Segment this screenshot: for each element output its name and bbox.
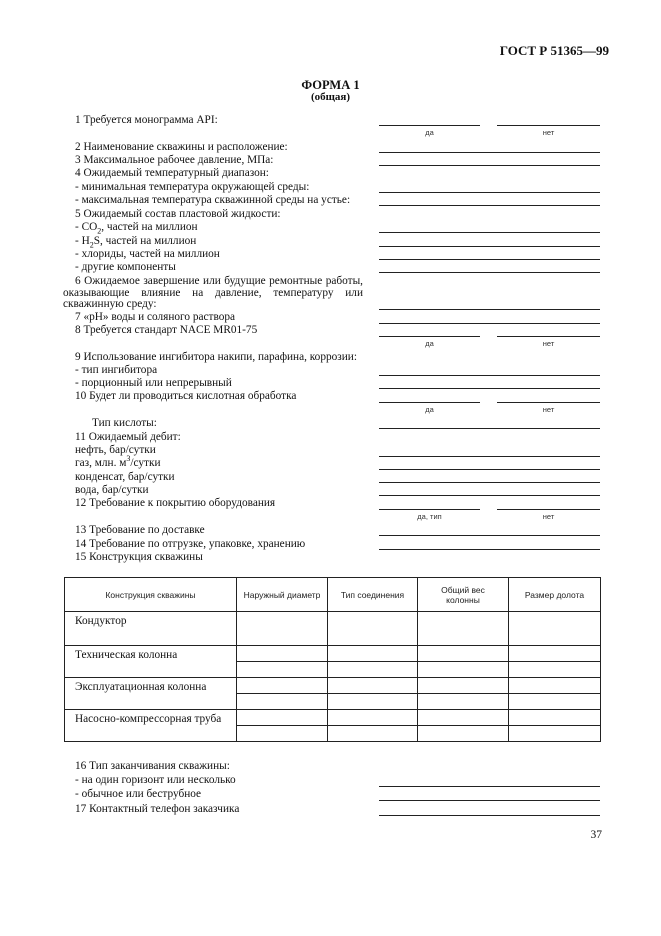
item-5a-pre: - CO	[75, 221, 98, 233]
form-title-text: ФОРМА 1	[301, 78, 360, 92]
item-2-label: 2 Наименование скважины и расположение:	[75, 141, 288, 153]
cell[interactable]	[328, 726, 418, 742]
item-8-no-line[interactable]	[497, 336, 600, 337]
item-5b-post: S, частей на миллион	[93, 235, 197, 247]
item-4a-line[interactable]	[379, 192, 600, 193]
cell[interactable]	[328, 694, 418, 710]
table-row	[65, 646, 601, 662]
item-1-no-line[interactable]	[497, 125, 600, 126]
item-1-yes-line[interactable]	[379, 125, 480, 126]
acid-type-label: Тип кислоты:	[92, 417, 157, 429]
cell[interactable]	[237, 726, 328, 742]
standard-header: ГОСТ Р 51365—99	[499, 43, 609, 58]
item-8-no-caption: нет	[542, 339, 555, 348]
item-14-label: 14 Требование по отгрузке, упаковке, хранению	[75, 538, 306, 550]
row-name-technical-casing: Техническая колонна	[65, 646, 237, 678]
cell[interactable]	[509, 694, 601, 710]
item-5d-label: - другие компоненты	[75, 261, 176, 273]
cell[interactable]	[418, 710, 509, 726]
table-header-bit-size: Размер долота	[509, 578, 601, 612]
item-6-text	[63, 275, 363, 311]
item-13-label: 13 Требование по доставке	[75, 524, 205, 536]
item-4b-label: - максимальная температура скважинной среды на устье:	[75, 194, 351, 206]
item-12-yes-line[interactable]	[379, 509, 480, 510]
item-9a-line[interactable]	[379, 375, 600, 376]
item-7-label: 7 «pH» воды и соляного раствора	[75, 311, 236, 323]
cell[interactable]	[328, 710, 418, 726]
item-8-yes-line[interactable]	[379, 336, 480, 337]
item-10-yes-caption: да	[425, 405, 434, 414]
item-8-yes-caption: да	[425, 339, 434, 348]
item-10-no-line[interactable]	[497, 402, 600, 403]
row-name-tubing: Насосно-компрессорная труба	[65, 710, 237, 742]
table-header-row	[65, 578, 601, 612]
cell[interactable]	[237, 694, 328, 710]
cell[interactable]	[509, 710, 601, 726]
item-14-line[interactable]	[379, 549, 600, 550]
table-row	[65, 710, 601, 726]
cell[interactable]	[328, 646, 418, 662]
item-12-no-caption: нет	[542, 512, 555, 521]
item-17-label: 17 Контактный телефон заказчика	[75, 803, 240, 815]
item-6-line[interactable]	[379, 309, 600, 310]
page-number: 37	[590, 829, 602, 841]
item-4b-line[interactable]	[379, 205, 600, 206]
item-10-no-caption: нет	[542, 405, 555, 414]
cell[interactable]	[237, 662, 328, 678]
item-2-line[interactable]	[379, 152, 600, 153]
cell[interactable]	[509, 646, 601, 662]
item-5a-post: , частей на миллион	[101, 221, 198, 233]
item-5b-pre: - H	[75, 235, 90, 247]
item-1-yes-caption: да	[425, 128, 434, 137]
gas-pre: газ, млн. м	[75, 457, 127, 469]
oil-line[interactable]	[379, 456, 600, 457]
water-line[interactable]	[379, 495, 600, 496]
item-5a-sub: 2	[97, 226, 102, 236]
item-15-label: 15 Конструкция скважины	[75, 551, 203, 563]
item-17-line[interactable]	[379, 815, 600, 816]
item-6-line-1: 6 Ожидаемое завершение или будущие ремонтные работы,	[75, 275, 363, 287]
item-8-label: 8 Требуется стандарт NACE MR01-75	[75, 324, 258, 336]
cell[interactable]	[509, 678, 601, 694]
item-12-yes-caption: да, тип	[417, 512, 442, 521]
cell[interactable]	[328, 612, 418, 646]
item-4-label: 4 Ожидаемый температурный диапазон:	[75, 167, 269, 179]
cell[interactable]	[418, 678, 509, 694]
cell[interactable]	[237, 710, 328, 726]
cell[interactable]	[418, 612, 509, 646]
gas-label	[75, 454, 161, 470]
water-label: вода, бар/сутки	[75, 484, 149, 496]
cell[interactable]	[418, 726, 509, 742]
cell[interactable]	[328, 662, 418, 678]
row-name-conductor: Кондуктор	[65, 612, 237, 646]
cell[interactable]	[418, 662, 509, 678]
item-9b-line[interactable]	[379, 388, 600, 389]
item-1-no-caption: нет	[542, 128, 555, 137]
cell[interactable]	[237, 646, 328, 662]
item-9-label: 9 Использование ингибитора накипи, парафина, коррозии:	[75, 351, 357, 363]
item-7-line[interactable]	[379, 323, 600, 324]
well-construction-table	[64, 577, 601, 742]
table-header-construction: Конструкция скважины	[65, 578, 237, 612]
table-header-connection-type: Тип соединения	[328, 578, 418, 612]
condensate-line[interactable]	[379, 482, 600, 483]
item-5c-line[interactable]	[379, 259, 600, 260]
cell[interactable]	[237, 612, 328, 646]
gas-post: /сутки	[130, 457, 161, 469]
item-6-line-3: скважинную среду:	[63, 298, 157, 310]
item-5-label: 5 Ожидаемый состав пластовой жидкости:	[75, 208, 281, 220]
item-5b-sub: 2	[89, 240, 94, 250]
form-subtitle: (общая)	[310, 91, 351, 103]
item-9b-label: - порционный или непрерывный	[75, 377, 232, 389]
cell[interactable]	[418, 694, 509, 710]
table-header-total-weight: Общий вес колонны	[418, 578, 509, 612]
item-1-label: 1 Требуется монограмма API:	[75, 114, 218, 126]
cell[interactable]	[509, 726, 601, 742]
cell[interactable]	[509, 612, 601, 646]
cell[interactable]	[509, 662, 601, 678]
item-5c-label: - хлориды, частей на миллион	[75, 248, 220, 260]
oil-label: нефть, бар/сутки	[75, 444, 156, 456]
item-12-label: 12 Требование к покрытию оборудования	[75, 497, 276, 509]
item-5a-label	[75, 221, 198, 234]
item-5b-label	[75, 235, 196, 248]
item-12-no-line[interactable]	[497, 509, 600, 510]
item-11-label: 11 Ожидаемый дебит:	[75, 431, 181, 443]
gas-line[interactable]	[379, 469, 600, 470]
gas-sup: 3	[126, 454, 131, 464]
cell[interactable]	[237, 678, 328, 694]
item-16a-label: - на один горизонт или несколько	[75, 774, 236, 786]
table-header-outer-diameter: Наружный диаметр	[237, 578, 328, 612]
condensate-label: конденсат, бар/сутки	[75, 471, 175, 483]
item-16a-line[interactable]	[379, 786, 600, 787]
item-5b-line[interactable]	[379, 246, 600, 247]
item-5d-line[interactable]	[379, 272, 600, 273]
acid-type-line[interactable]	[379, 428, 600, 429]
item-16b-label: - обычное или беструбное	[75, 788, 202, 800]
item-16-label: 16 Тип заканчивания скважины:	[75, 760, 230, 772]
item-10-label: 10 Будет ли проводиться кислотная обработка	[75, 390, 297, 402]
item-9a-label: - тип ингибитора	[75, 364, 158, 376]
item-3-line[interactable]	[379, 165, 600, 166]
cell[interactable]	[328, 678, 418, 694]
item-5a-line[interactable]	[379, 232, 600, 233]
row-name-production-casing: Эксплуатационная колонна	[65, 678, 237, 710]
item-16b-line[interactable]	[379, 800, 600, 801]
item-10-yes-line[interactable]	[379, 402, 480, 403]
item-4a-label: - минимальная температура окружающей среды:	[75, 181, 310, 193]
item-6-line-2: оказывающие влияние на давление, температуру или	[63, 286, 363, 299]
form-title	[0, 79, 661, 103]
item-3-label: 3 Максимальное рабочее давление, МПа:	[75, 154, 274, 166]
cell[interactable]	[418, 646, 509, 662]
table-row	[65, 678, 601, 694]
item-13-line[interactable]	[379, 535, 600, 536]
